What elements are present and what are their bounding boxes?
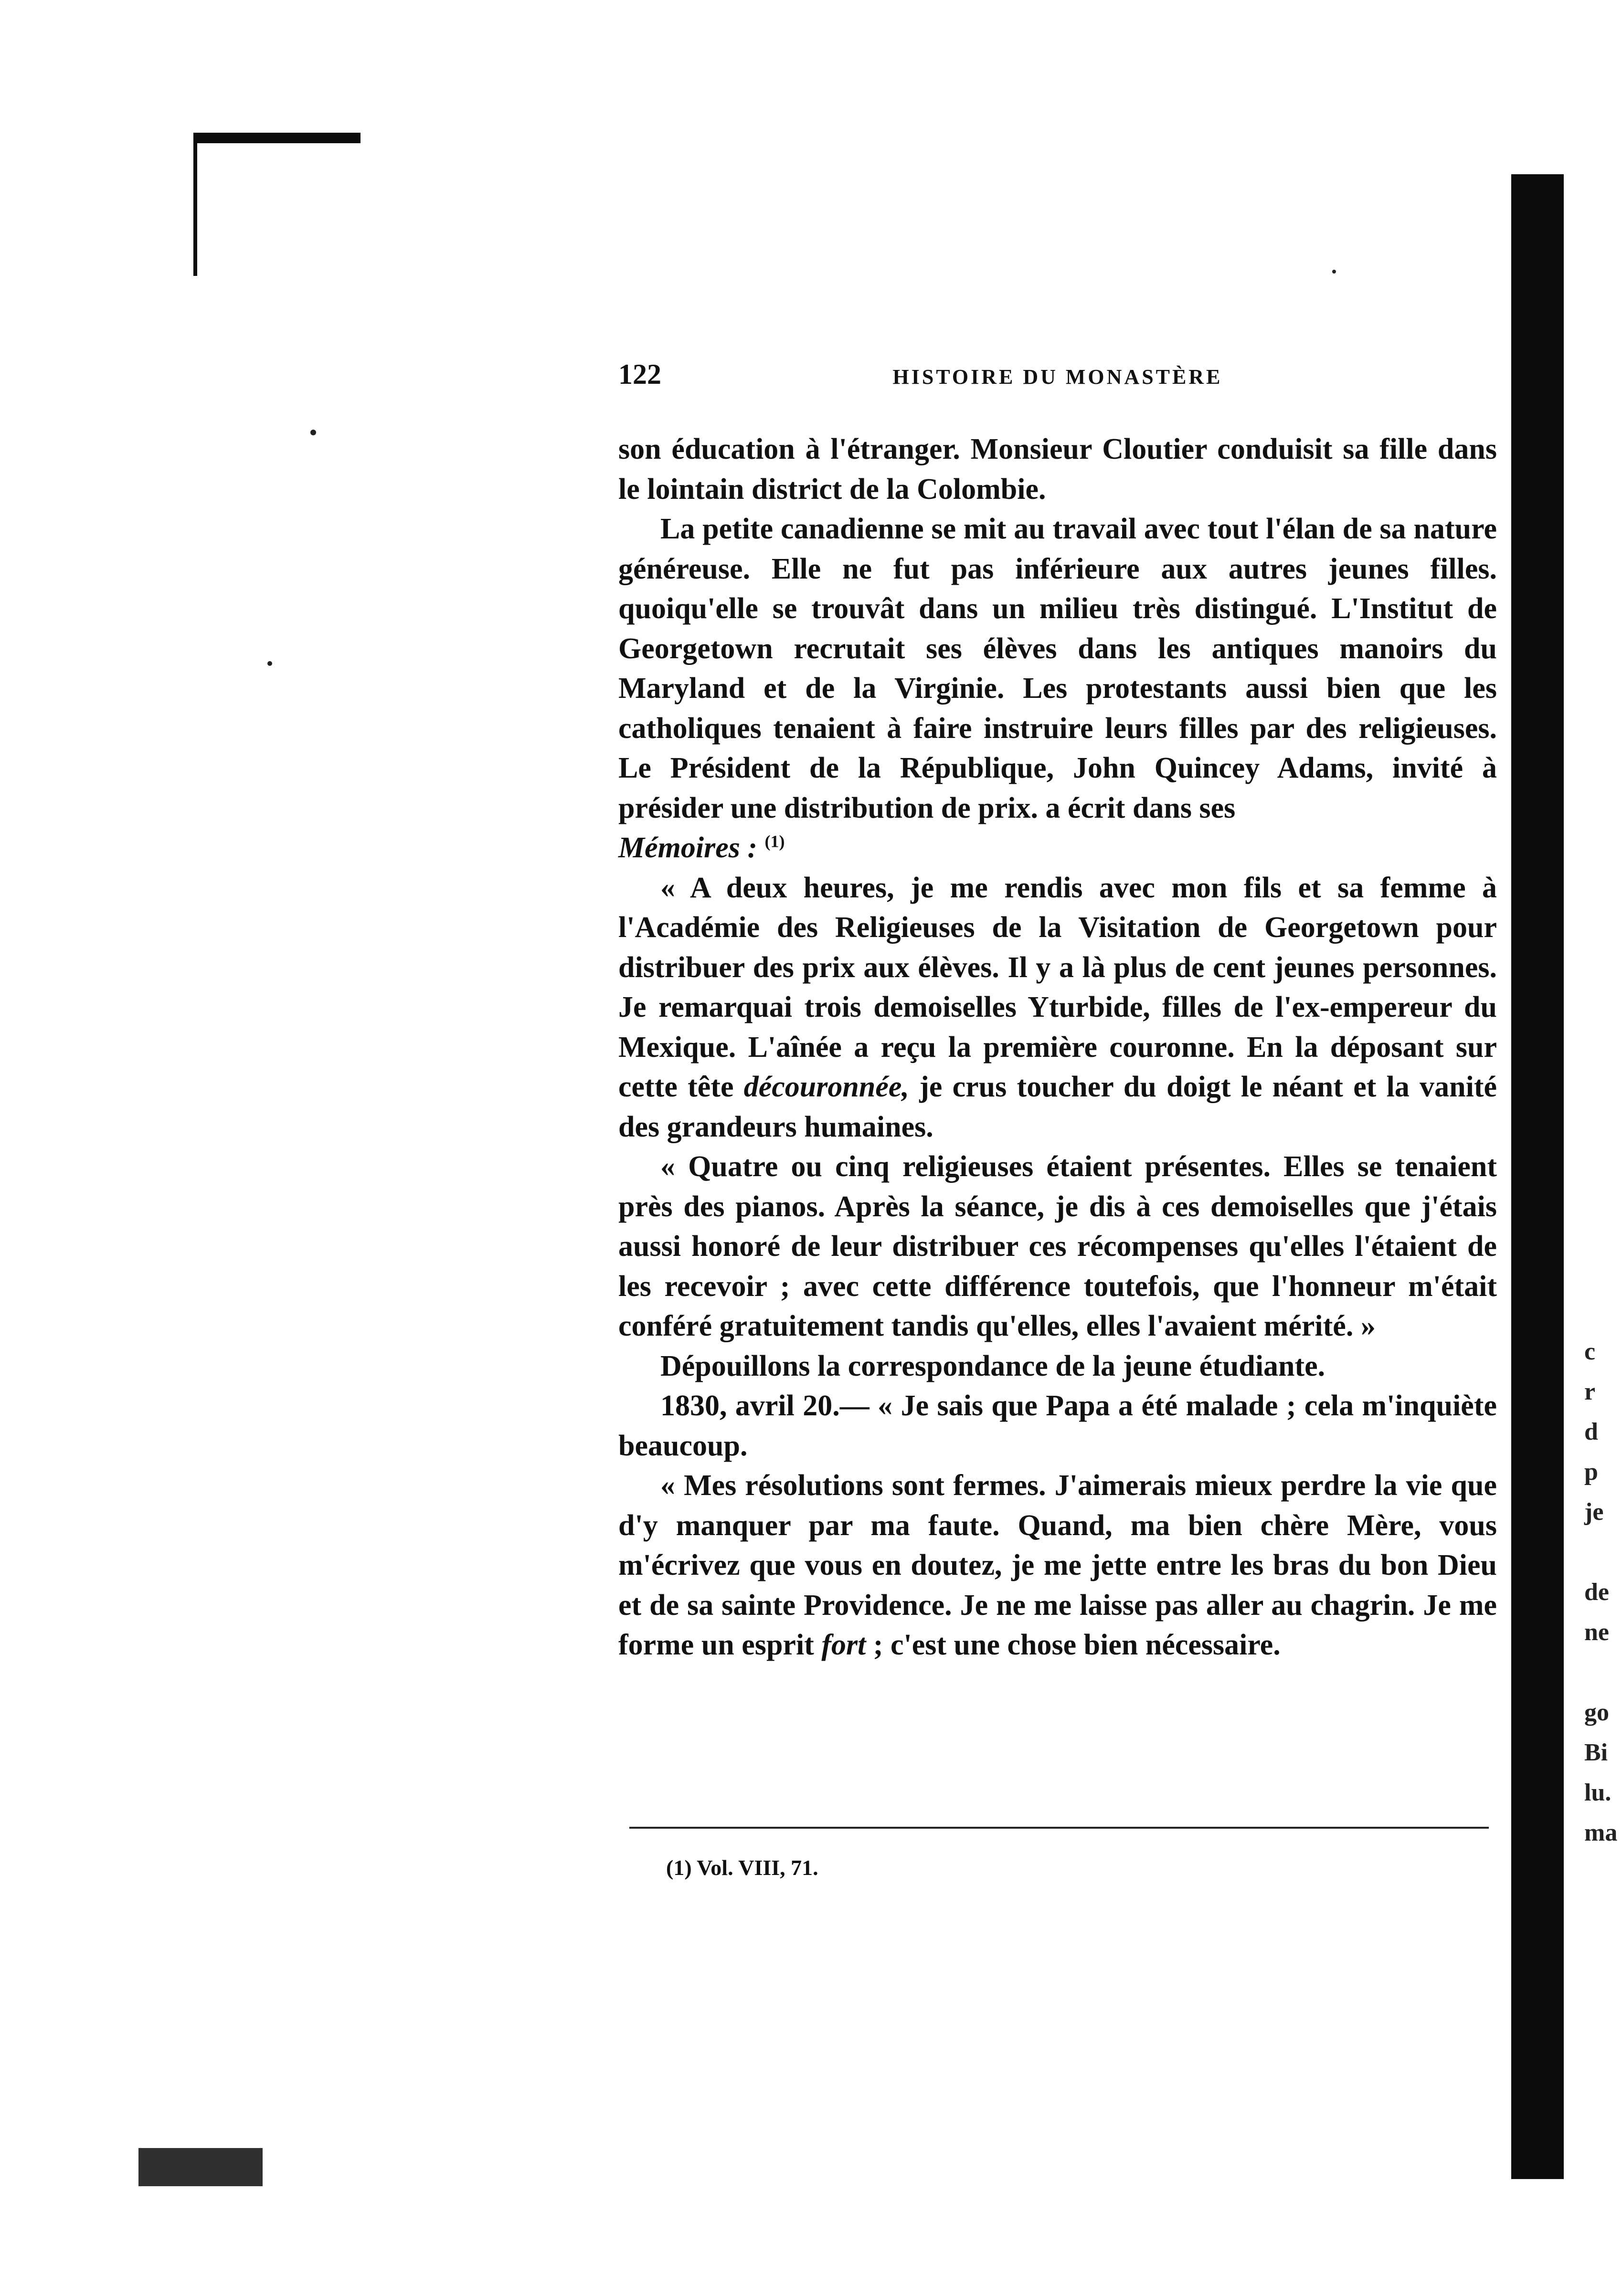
page-header <box>618 358 1497 391</box>
scan-speck <box>267 661 272 666</box>
fragment: lu. <box>1584 1779 1611 1806</box>
scan-gutter-shadow <box>1511 174 1564 2179</box>
paragraph: « Quatre ou cinq religieuses étaient présentes. Elles se tenaient près des pianos. Après la séance, je dis à ces demoiselles que j'étais aussi honoré de leur distribuer ces récompenses qu'elles l'étaient de les recevoir ; avec cette différence toutefois, que l'honneur m'était conféré gratuitement tandis qu'elles, elles l'avaient mérité. » <box>618 1150 1497 1342</box>
paragraph: Dépouillons la correspondance de la jeune étudiante. <box>660 1349 1325 1382</box>
paragraph <box>618 868 1497 1148</box>
paragraph <box>618 509 1497 868</box>
paragraph-text: ; c'est une chose bien nécessaire. <box>873 1629 1281 1661</box>
facing-page-fragments <box>1584 1332 1622 1853</box>
paragraph-text: je crus toucher du doigt le néant et la vanité des grandeurs humaines. <box>618 1071 1497 1143</box>
paragraph: son éducation à l'étranger. Monsieur Cloutier conduisit sa fille dans le lointain district de la Colombie. <box>618 433 1497 506</box>
scan-edge-top-left <box>193 133 360 143</box>
paragraph-text: « A deux heures, je me rendis avec mon fils et sa femme à l'Académie des Religieuses de la Visitation de Georgetown pour distribuer des prix aux élèves. Il y a là plus de cent jeunes personnes. Je remarquai trois demoiselles Yturbide, filles de l'ex-empereur du Mexique. L'aînée a reçu la première couronne. En la déposant sur cette <box>618 871 1497 1103</box>
fragment: c <box>1584 1338 1596 1365</box>
fragment <box>1584 1653 1622 1693</box>
italic-text: Mémoires : <box>618 832 758 864</box>
fragment: go <box>1584 1699 1609 1726</box>
running-title: HISTOIRE DU MONASTÈRE <box>892 365 1223 389</box>
footnote-ref: (1) <box>764 832 785 851</box>
fragment <box>1584 1532 1622 1572</box>
page-number: 122 <box>618 358 661 390</box>
paragraph-text: « Mes résolutions sont fermes. J'aimerais mieux perdre la vie que d'y manquer par ma faute. Quand, ma bien chère Mère, vous m'écrivez que vous en doutez, je me jette entre les bras du bon Dieu et de sa sainte Providence. Je ne me laisse pas aller au chagrin. Je me forme un esprit <box>618 1469 1497 1661</box>
footnote-rule <box>629 1827 1489 1829</box>
italic-text: fort <box>821 1629 866 1661</box>
body-text <box>618 430 1497 1665</box>
fragment: ne <box>1584 1619 1609 1646</box>
fragment: p <box>1584 1458 1598 1485</box>
paragraph-text: La petite canadienne se mit au travail avec tout l'élan de sa nature généreuse. Elle ne fut pas inférieure aux autres jeunes filles. quoiqu'elle se trouvât dans un milieu très distingué. L'Institut de Georgetown recrutait ses élèves dans les antiques manoirs du Maryland et de la Virginie. Les protestants aussi bien que les catholiques tenaient à faire instruire leurs filles par des religieuses. Le Président de la République, John Quincey Adams, invité à présider une distribution de prix. a écrit dans ses <box>618 513 1497 824</box>
paragraph <box>618 1466 1497 1665</box>
paragraph: 1830, avril 20.— « Je sais que Papa a été malade ; cela m'inquiète beaucoup. <box>618 1390 1497 1462</box>
scan-speck <box>310 430 316 435</box>
footnote: (1) Vol. VIII, 71. <box>666 1855 818 1880</box>
italic-text: découronnée, <box>743 1071 909 1103</box>
fragment: d <box>1584 1418 1598 1445</box>
fragment: Bi <box>1584 1739 1608 1766</box>
scan-edge-bottom-left <box>138 2148 263 2186</box>
paragraph-text: tête <box>688 1071 734 1103</box>
scan-speck <box>1332 270 1336 274</box>
fragment: r <box>1584 1378 1596 1405</box>
fragment: je <box>1584 1498 1604 1526</box>
scan-edge-left-stroke <box>193 133 197 276</box>
fragment: de <box>1584 1579 1609 1606</box>
fragment: ma <box>1584 1819 1618 1846</box>
